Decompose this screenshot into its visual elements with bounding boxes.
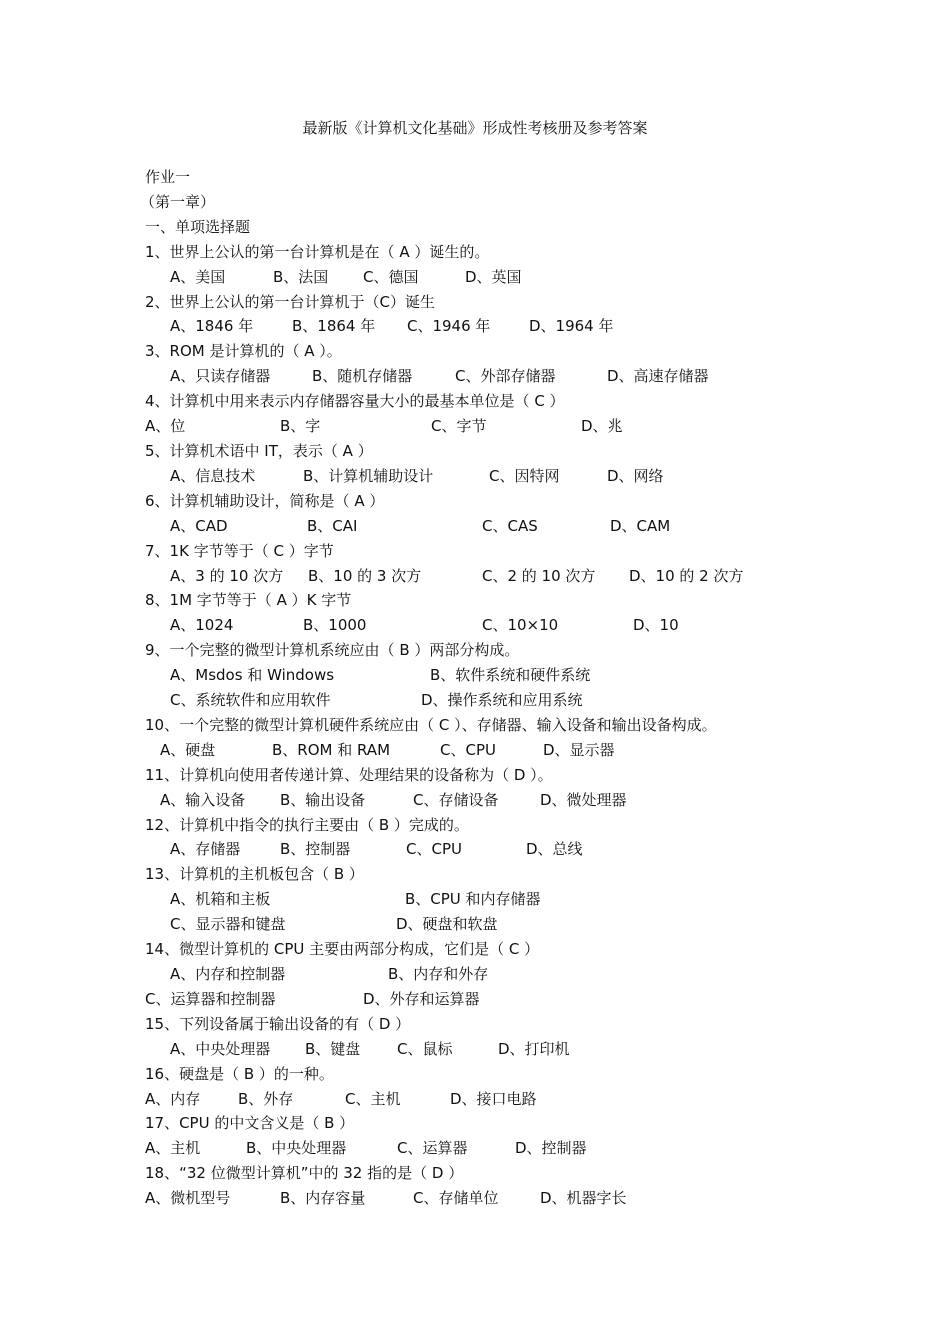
option-d: D、CAM (610, 516, 671, 535)
option-d: D、兆 (581, 417, 623, 436)
question-17 (145, 1111, 865, 1136)
options-row (145, 987, 865, 1012)
question-12 (145, 813, 865, 838)
option-b: B、随机存储器 (312, 367, 413, 386)
option-c: C、鼠标 (397, 1039, 453, 1058)
option-a: A、美国 (170, 267, 226, 286)
question-7 (145, 539, 865, 564)
options-row (145, 738, 865, 763)
section-heading-text: 作业一 (145, 168, 191, 186)
options-row (145, 414, 865, 439)
option-c: C、外部存储器 (455, 367, 556, 386)
option-a: A、Msdos 和 Windows (170, 666, 335, 685)
option-c: C、10×10 (482, 616, 559, 635)
options-row (145, 912, 865, 937)
option-b: B、输出设备 (280, 790, 366, 809)
question-text: 2、世界上公认的第一台计算机于（C）诞生 (145, 292, 436, 311)
option-c: C、存储单位 (413, 1189, 499, 1208)
option-d: D、控制器 (515, 1139, 587, 1158)
question-text: 11、计算机向使用者传递计算、处理结果的设备称为（ D ）。 (145, 765, 553, 784)
option-b: B、10 的 3 次方 (308, 566, 422, 585)
question-text: 5、计算机术语中 IT，表示（ A ） (145, 441, 373, 460)
options-row (145, 564, 865, 589)
document-body (140, 165, 865, 1211)
option-a: A、3 的 10 次方 (170, 566, 284, 585)
option-c: C、系统软件和应用软件 (170, 691, 331, 710)
question-text: 6、计算机辅助设计，简称是（ A ） (145, 491, 385, 510)
option-c: C、CPU (406, 840, 462, 859)
option-b: B、内存容量 (280, 1189, 366, 1208)
question-text: 1、世界上公认的第一台计算机是在（ A ）诞生的。 (145, 242, 490, 261)
option-d: D、英国 (465, 267, 522, 286)
option-b: B、1864 年 (292, 317, 376, 336)
option-d: D、1964 年 (529, 317, 614, 336)
options-row (145, 514, 865, 539)
part-heading (145, 215, 865, 240)
option-b: B、字 (280, 417, 321, 436)
option-c: C、存储设备 (413, 790, 499, 809)
option-b: B、外存 (238, 1089, 294, 1108)
question-14 (145, 937, 865, 962)
option-d: D、打印机 (498, 1039, 570, 1058)
question-text: 4、计算机中用来表示内存储器容量大小的最基本单位是（ C ） (145, 392, 565, 411)
option-b: B、法国 (273, 267, 329, 286)
option-d: D、微处理器 (540, 790, 627, 809)
option-b: B、内存和外存 (388, 965, 489, 983)
options-row (145, 962, 865, 987)
option-d: D、10 (633, 616, 679, 635)
question-8 (145, 588, 865, 613)
option-a: A、输入设备 (160, 790, 246, 809)
question-text: 18、“32 位微型计算机”中的 32 指的是（ D ） (145, 1164, 464, 1183)
section-heading (145, 165, 865, 190)
question-1 (145, 240, 865, 265)
options-row (145, 314, 865, 339)
options-row (145, 613, 865, 638)
option-a: A、1846 年 (170, 317, 254, 336)
option-a: A、信息技术 (170, 466, 256, 485)
question-13 (145, 862, 865, 887)
options-row (145, 464, 865, 489)
option-c: C、显示器和键盘 (170, 915, 286, 934)
option-b: B、控制器 (280, 840, 351, 859)
question-text: 17、CPU 的中文含义是（ B ） (145, 1114, 355, 1133)
question-11 (145, 763, 865, 788)
question-text: 3、ROM 是计算机的（ A ）。 (145, 342, 342, 361)
option-d: D、10 的 2 次方 (629, 566, 744, 585)
options-row (145, 1087, 865, 1112)
options-row (145, 1037, 865, 1062)
question-6 (145, 489, 865, 514)
option-a: A、硬盘 (160, 740, 216, 759)
options-row (145, 887, 865, 912)
option-b: B、中央处理器 (246, 1139, 347, 1158)
question-15 (145, 1012, 865, 1037)
option-a: A、存储器 (170, 840, 241, 859)
document-title: 最新版《计算机文化基础》形成性考核册及参考答案 (302, 119, 648, 137)
option-b: B、软件系统和硬件系统 (430, 666, 591, 685)
chapter-heading (140, 190, 865, 215)
options-row (145, 788, 865, 813)
option-c: C、字节 (431, 417, 487, 436)
option-d: D、总线 (526, 840, 583, 859)
option-c: C、CAS (482, 516, 538, 535)
option-b: B、计算机辅助设计 (303, 466, 434, 485)
question-4 (145, 389, 865, 414)
option-a: A、位 (145, 417, 186, 436)
question-18 (145, 1161, 865, 1186)
option-d: D、操作系统和应用系统 (421, 691, 583, 710)
option-d: D、硬盘和软盘 (396, 915, 498, 934)
question-text: 7、1K 字节等于（ C ）字节 (145, 541, 334, 560)
question-16 (145, 1062, 865, 1087)
option-a: A、主机 (145, 1139, 201, 1158)
option-b: B、CAI (307, 516, 358, 535)
option-b: B、键盘 (305, 1039, 361, 1058)
question-5 (145, 439, 865, 464)
options-row (145, 1136, 865, 1161)
option-a: A、机箱和主板 (170, 890, 271, 909)
option-a: A、1024 (170, 616, 234, 635)
question-text: 15、下列设备属于输出设备的有（ D ） (145, 1014, 411, 1033)
option-d: D、外存和运算器 (363, 989, 480, 1008)
option-a: A、内存 (145, 1089, 201, 1108)
option-a: A、微机型号 (145, 1189, 231, 1208)
option-c: C、主机 (345, 1089, 401, 1108)
question-text: 9、一个完整的微型计算机系统应由（ B ）两部分构成。 (145, 641, 520, 660)
option-d: D、机器字长 (540, 1189, 627, 1208)
option-c: C、运算器和控制器 (145, 989, 276, 1008)
options-row (145, 1186, 865, 1211)
question-text: 13、计算机的主机板包含（ B ） (145, 865, 364, 884)
question-9 (145, 638, 865, 663)
option-b: B、ROM 和 RAM (272, 740, 391, 759)
question-text: 8、1M 字节等于（ A ）K 字节 (145, 591, 352, 610)
options-row (145, 837, 865, 862)
question-10 (145, 713, 865, 738)
option-c: C、德国 (363, 267, 419, 286)
option-d: D、高速存储器 (607, 367, 709, 386)
question-3 (145, 339, 865, 364)
option-a: A、CAD (170, 516, 228, 535)
question-2 (145, 290, 865, 315)
options-row (145, 265, 865, 290)
option-a: A、只读存储器 (170, 367, 271, 386)
question-text: 12、计算机中指令的执行主要由（ B ）完成的。 (145, 815, 469, 834)
option-c: C、2 的 10 次方 (482, 566, 596, 585)
option-c: C、因特网 (489, 466, 560, 485)
part-heading-text: 一、单项选择题 (145, 217, 251, 236)
options-row (145, 688, 865, 713)
option-b: B、1000 (303, 616, 367, 635)
option-d: D、接口电路 (450, 1089, 537, 1108)
question-text: 10、一个完整的微型计算机硬件系统应由（ C ）、存储器、输入设备和输出设备构成。 (145, 715, 717, 734)
option-d: D、显示器 (543, 740, 615, 759)
option-d: D、网络 (607, 466, 664, 485)
option-c: C、运算器 (397, 1139, 468, 1158)
question-text: 14、微型计算机的 CPU 主要由两部分构成，它们是（ C ） (145, 940, 540, 959)
option-a: A、内存和控制器 (170, 965, 286, 983)
option-a: A、中央处理器 (170, 1039, 271, 1058)
option-c: C、1946 年 (407, 317, 491, 336)
options-row (145, 364, 865, 389)
question-text: 16、硬盘是（ B ）的一种。 (145, 1064, 334, 1083)
option-b: B、CPU 和内存储器 (405, 890, 541, 909)
chapter-heading-text: （第一章） (140, 192, 216, 211)
options-row (145, 663, 865, 688)
option-c: C、CPU (440, 740, 496, 759)
